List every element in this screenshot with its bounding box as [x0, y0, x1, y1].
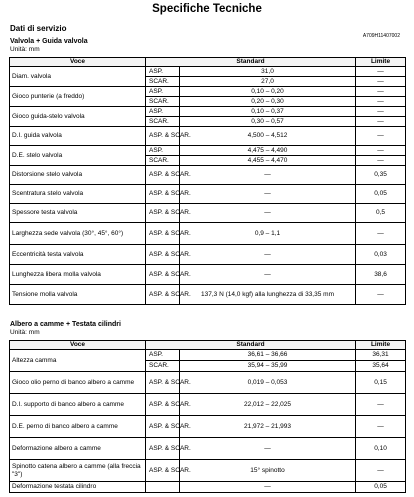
page-title: Specifiche Tecniche: [152, 3, 262, 15]
row-limite: 0,10: [356, 438, 406, 460]
valve-spec-table: [9, 57, 406, 305]
row-voce: D.I. supporto di banco albero a camme: [10, 394, 146, 416]
row-standard: 27,0: [180, 77, 356, 87]
row-voce: Larghezza sede valvola (30°, 45°, 60°): [10, 223, 146, 245]
row-limite: —: [356, 460, 406, 482]
row-voce: D.I. guida valvola: [10, 127, 146, 146]
row-standard: 31,0: [180, 67, 356, 77]
row-limite: —: [356, 394, 406, 416]
header-voce: Voce: [10, 58, 146, 67]
row-limite: —: [356, 107, 406, 117]
row-cond: ASP.: [146, 107, 180, 117]
row-standard: 0,20 – 0,30: [180, 97, 356, 107]
row-voce: Spessore testa valvola: [10, 204, 146, 223]
row-cond: ASP. & SCAR.: [146, 127, 180, 146]
row-cond: SCAR.: [146, 361, 180, 372]
row-standard: 0,019 – 0,053: [180, 372, 356, 394]
row-cond: ASP. & SCAR.: [146, 245, 180, 265]
row-cond: ASP. & SCAR.: [146, 416, 180, 438]
header-voce: Voce: [10, 341, 146, 350]
row-voce: Altezza camma: [10, 350, 146, 372]
row-voce: Gioco guida-stelo valvola: [10, 107, 146, 127]
row-cond: ASP. & SCAR.: [146, 265, 180, 285]
row-cond: SCAR.: [146, 156, 180, 166]
row-voce: Lunghezza libera molla valvola: [10, 265, 146, 285]
row-cond: ASP.: [146, 350, 180, 361]
row-cond: ASP.: [146, 67, 180, 77]
row-cond: ASP. & SCAR.: [146, 285, 180, 305]
header-standard: Standard: [146, 58, 356, 67]
row-cond: ASP. & SCAR.: [146, 166, 180, 185]
row-voce: Scentratura stelo valvola: [10, 185, 146, 204]
row-cond: ASP. & SCAR.: [146, 204, 180, 223]
row-standard: —: [180, 204, 356, 223]
row-cond: SCAR.: [146, 117, 180, 127]
row-voce: Diam. valvola: [10, 67, 146, 87]
row-limite: 0,5: [356, 204, 406, 223]
row-cond: [146, 482, 180, 493]
row-voce: Gioco olio perno di banco albero a camme: [10, 372, 146, 394]
row-limite: 35,64: [356, 361, 406, 372]
table1-subtitle: Valvola + Guida valvola: [10, 38, 88, 45]
row-limite: 0,05: [356, 482, 406, 493]
row-limite: —: [356, 87, 406, 97]
section-title: Dati di servizio: [10, 24, 67, 33]
row-limite: —: [356, 117, 406, 127]
document-code: A709H11407002: [362, 33, 400, 39]
row-limite: 0,35: [356, 166, 406, 185]
row-standard: 21,972 – 21,993: [180, 416, 356, 438]
row-limite: —: [356, 223, 406, 245]
row-standard: 35,94 – 35,99: [180, 361, 356, 372]
row-limite: —: [356, 156, 406, 166]
table2-unit: Unità: mm: [10, 329, 40, 336]
row-cond: ASP.: [146, 87, 180, 97]
row-limite: —: [356, 97, 406, 107]
row-standard: 0,10 – 0,37: [180, 107, 356, 117]
row-cond: ASP. & SCAR.: [146, 185, 180, 204]
row-limite: 36,31: [356, 350, 406, 361]
row-cond: ASP.: [146, 146, 180, 156]
row-voce: D.E. perno di banco albero a camme: [10, 416, 146, 438]
table1-unit: Unità: mm: [10, 46, 40, 53]
row-cond: SCAR.: [146, 77, 180, 87]
row-limite: 0,03: [356, 245, 406, 265]
row-standard: 22,012 – 22,025: [180, 394, 356, 416]
row-voce: D.E. stelo valvola: [10, 146, 146, 166]
row-standard: 137,3 N (14,0 kgf) alla lunghezza di 33,35 mm: [180, 285, 356, 305]
row-limite: —: [356, 285, 406, 305]
row-standard: 4,475 – 4,490: [180, 146, 356, 156]
table2-subtitle: Albero a camme + Testata cilindri: [10, 321, 121, 328]
row-voce: Eccentricità testa valvola: [10, 245, 146, 265]
row-limite: 38,6: [356, 265, 406, 285]
row-voce: Deformazione testata cilindro: [10, 482, 146, 493]
row-cond: ASP. & SCAR.: [146, 460, 180, 482]
camshaft-spec-table: [9, 340, 406, 493]
row-standard: 0,10 – 0,20: [180, 87, 356, 97]
row-voce: Gioco punterie (a freddo): [10, 87, 146, 107]
row-voce: Deformazione albero a camme: [10, 438, 146, 460]
row-standard: —: [180, 185, 356, 204]
row-standard: 0,9 – 1,1: [180, 223, 356, 245]
row-cond: ASP. & SCAR.: [146, 438, 180, 460]
row-voce: Distorsione stelo valvola: [10, 166, 146, 185]
row-standard: —: [180, 166, 356, 185]
row-voce: Spinotto catena albero a camme (alla freccia "3"): [10, 460, 146, 482]
row-limite: —: [356, 77, 406, 87]
row-standard: 4,500 – 4,512: [180, 127, 356, 146]
row-standard: —: [180, 265, 356, 285]
row-cond: SCAR.: [146, 97, 180, 107]
row-limite: —: [356, 67, 406, 77]
row-limite: —: [356, 416, 406, 438]
row-standard: 0,30 – 0,57: [180, 117, 356, 127]
row-voce: Tensione molla valvola: [10, 285, 146, 305]
row-standard: —: [180, 482, 356, 493]
row-limite: 0,05: [356, 185, 406, 204]
row-standard: 4,455 – 4,470: [180, 156, 356, 166]
row-limite: 0,15: [356, 372, 406, 394]
row-cond: ASP. & SCAR.: [146, 394, 180, 416]
row-limite: —: [356, 146, 406, 156]
row-cond: ASP. & SCAR.: [146, 223, 180, 245]
row-standard: 15° spinotto: [180, 460, 356, 482]
header-standard: Standard: [146, 341, 356, 350]
row-standard: 36,61 – 36,66: [180, 350, 356, 361]
row-standard: —: [180, 245, 356, 265]
header-limite: Limite: [356, 341, 406, 350]
row-standard: —: [180, 438, 356, 460]
row-limite: —: [356, 127, 406, 146]
row-cond: ASP. & SCAR.: [146, 372, 180, 394]
header-limite: Limite: [356, 58, 406, 67]
